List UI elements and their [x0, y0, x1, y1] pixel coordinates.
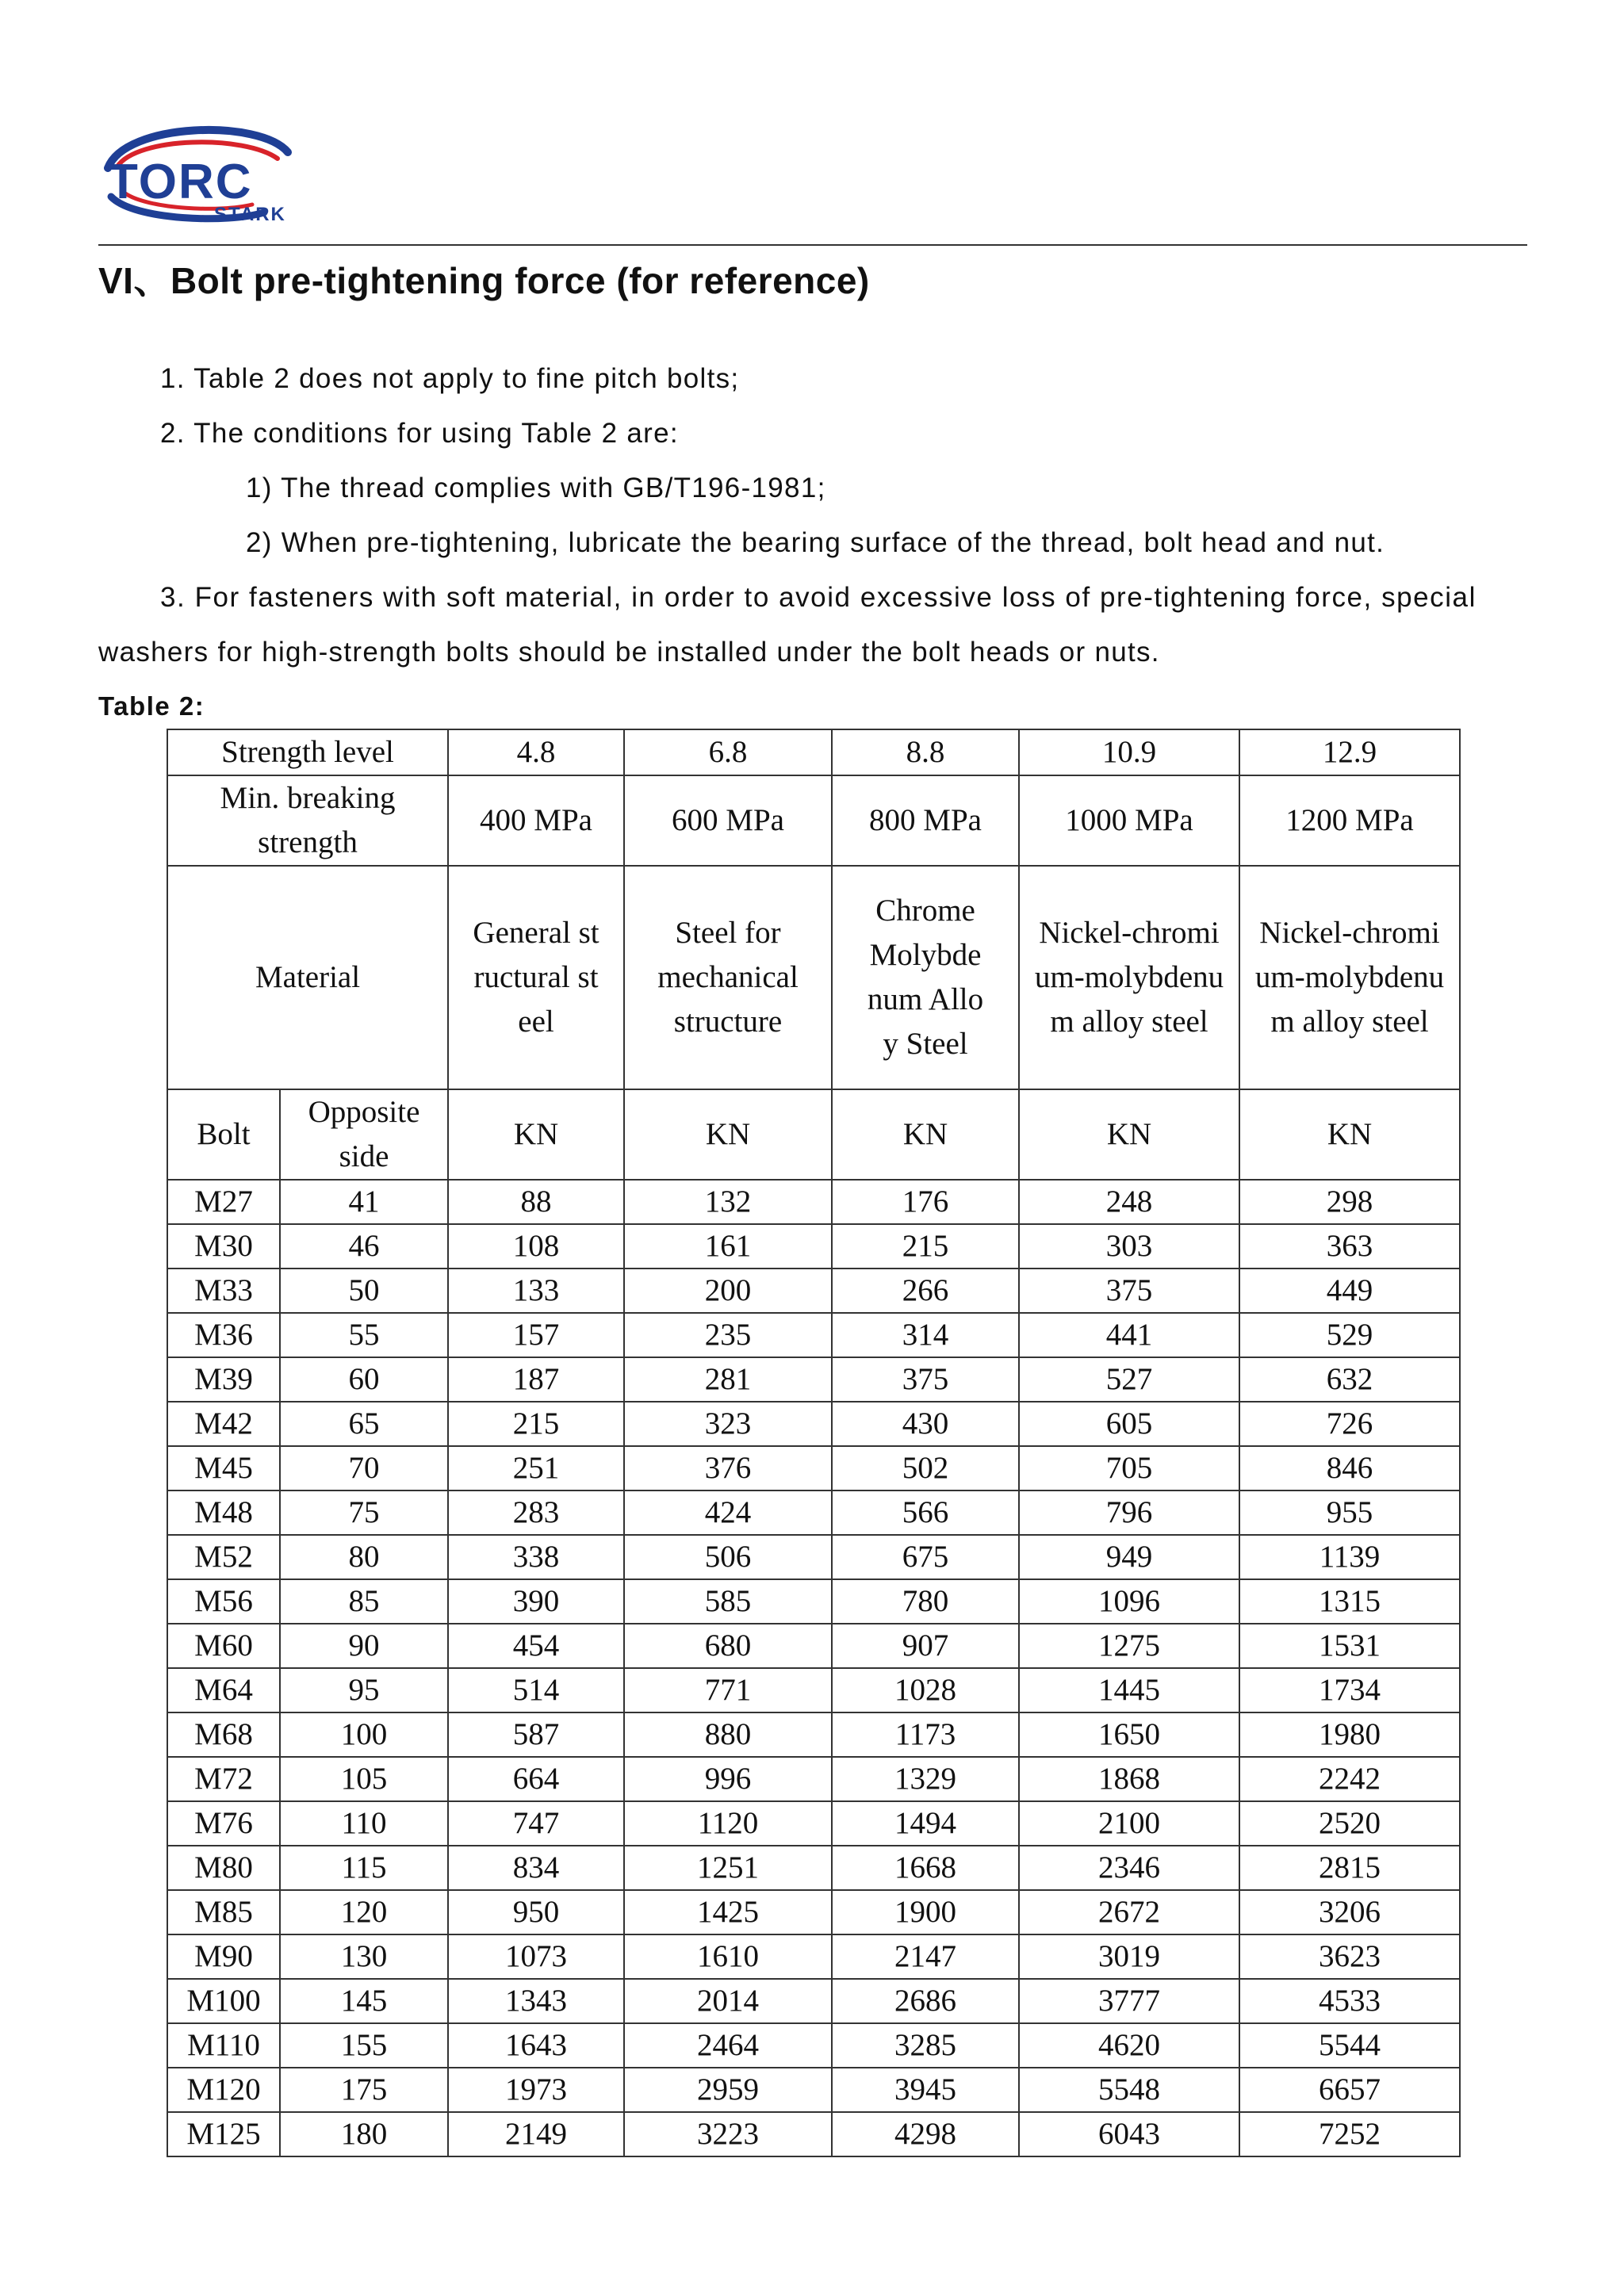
pretension-value-cell: 680 [624, 1624, 832, 1668]
strength-level-10-9: 10.9 [1019, 729, 1239, 775]
pretension-value-cell: 215 [448, 1402, 624, 1446]
opposite-side-cell: 145 [280, 1979, 448, 2023]
unit-header: KN [448, 1089, 624, 1180]
pretension-value-cell: 424 [624, 1490, 832, 1535]
breaking-strength-label: Min. breaking strength [167, 775, 448, 866]
breaking-strength-value: 400 MPa [448, 775, 624, 866]
pretension-value-cell: 996 [624, 1757, 832, 1801]
pretension-value-cell: 6043 [1019, 2112, 1239, 2156]
pretension-value-cell: 950 [448, 1890, 624, 1934]
table-row [167, 1846, 1460, 1890]
opposite-side-cell: 55 [280, 1313, 448, 1357]
pretension-value-cell: 281 [624, 1357, 832, 1402]
pretension-value-cell: 632 [1239, 1357, 1460, 1402]
pretension-value-cell: 675 [832, 1535, 1019, 1579]
pretension-value-cell: 1096 [1019, 1579, 1239, 1624]
pretension-value-cell: 161 [624, 1224, 832, 1269]
pretension-value-cell: 846 [1239, 1446, 1460, 1490]
bolt-size-cell: M120 [167, 2068, 280, 2112]
bolt-size-cell: M125 [167, 2112, 280, 2156]
pretension-value-cell: 363 [1239, 1224, 1460, 1269]
pretension-value-cell: 796 [1019, 1490, 1239, 1535]
table-row [167, 1668, 1460, 1712]
bolt-size-cell: M110 [167, 2023, 280, 2068]
pretension-value-cell: 303 [1019, 1224, 1239, 1269]
bolt-size-cell: M30 [167, 1224, 280, 1269]
opposite-side-cell: 100 [280, 1712, 448, 1757]
breaking-strength-row [167, 775, 1460, 866]
pretension-value-cell: 834 [448, 1846, 624, 1890]
pretension-value-cell: 506 [624, 1535, 832, 1579]
bolt-size-cell: M72 [167, 1757, 280, 1801]
table-row [167, 1224, 1460, 1269]
pretension-value-cell: 527 [1019, 1357, 1239, 1402]
bolt-size-cell: M60 [167, 1624, 280, 1668]
material-label: Material [167, 866, 448, 1089]
pretension-value-cell: 949 [1019, 1535, 1239, 1579]
opposite-side-cell: 85 [280, 1579, 448, 1624]
pretension-value-cell: 2100 [1019, 1801, 1239, 1846]
opposite-side-cell: 70 [280, 1446, 448, 1490]
pretension-value-cell: 1610 [624, 1934, 832, 1979]
pretension-value-cell: 1868 [1019, 1757, 1239, 1801]
pretension-value-cell: 2815 [1239, 1846, 1460, 1890]
bolt-size-cell: M68 [167, 1712, 280, 1757]
table-row [167, 1579, 1460, 1624]
material-row [167, 866, 1460, 1089]
pretension-value-cell: 1734 [1239, 1668, 1460, 1712]
breaking-strength-value: 1000 MPa [1019, 775, 1239, 866]
bolt-size-cell: M80 [167, 1846, 280, 1890]
pretension-value-cell: 375 [1019, 1269, 1239, 1313]
table-row [167, 2068, 1460, 2112]
pretension-value-cell: 88 [448, 1180, 624, 1224]
pretension-value-cell: 4298 [832, 2112, 1019, 2156]
pretension-value-cell: 454 [448, 1624, 624, 1668]
pretension-value-cell: 430 [832, 1402, 1019, 1446]
table-row [167, 1712, 1460, 1757]
pretension-value-cell: 2686 [832, 1979, 1019, 2023]
pretension-value-cell: 880 [624, 1712, 832, 1757]
table-row [167, 1490, 1460, 1535]
table-row [167, 1757, 1460, 1801]
note-2-sub-2: 2) When pre-tightening, lubricate the bearing surface of the thread, bolt head and nut. [246, 527, 1385, 558]
pretension-value-cell: 215 [832, 1224, 1019, 1269]
strength-level-8-8: 8.8 [832, 729, 1019, 775]
pretension-value-cell: 1425 [624, 1890, 832, 1934]
bolt-size-cell: M42 [167, 1402, 280, 1446]
opposite-side-cell: 65 [280, 1402, 448, 1446]
pretension-value-cell: 502 [832, 1446, 1019, 1490]
pretension-value-cell: 3206 [1239, 1890, 1460, 1934]
table-row [167, 1624, 1460, 1668]
opposite-side-cell: 115 [280, 1846, 448, 1890]
pretension-value-cell: 3623 [1239, 1934, 1460, 1979]
pretension-value-cell: 3945 [832, 2068, 1019, 2112]
strength-level-label: Strength level [167, 729, 448, 775]
pretension-value-cell: 1251 [624, 1846, 832, 1890]
opposite-side-cell: 90 [280, 1624, 448, 1668]
opposite-side-cell: 180 [280, 2112, 448, 2156]
bolt-size-cell: M36 [167, 1313, 280, 1357]
pretension-value-cell: 4620 [1019, 2023, 1239, 2068]
bolt-size-cell: M33 [167, 1269, 280, 1313]
opposite-side-cell: 155 [280, 2023, 448, 2068]
pretension-value-cell: 2520 [1239, 1801, 1460, 1846]
pretension-value-cell: 3019 [1019, 1934, 1239, 1979]
pretension-value-cell: 1980 [1239, 1712, 1460, 1757]
bolt-size-cell: M39 [167, 1357, 280, 1402]
pretension-value-cell: 664 [448, 1757, 624, 1801]
note-3: 3. For fasteners with soft material, in order to avoid excessive loss of pre-tightening force, special [160, 582, 1477, 613]
table-row [167, 2023, 1460, 2068]
pretension-value-cell: 3285 [832, 2023, 1019, 2068]
pretension-value-cell: 176 [832, 1180, 1019, 1224]
pretension-value-cell: 1275 [1019, 1624, 1239, 1668]
pretension-value-cell: 1494 [832, 1801, 1019, 1846]
opposite-side-cell: 50 [280, 1269, 448, 1313]
note-2: 2. The conditions for using Table 2 are: [160, 418, 679, 449]
pretension-value-cell: 2464 [624, 2023, 832, 2068]
table-label: Table 2: [98, 691, 205, 721]
pretension-value-cell: 3223 [624, 2112, 832, 2156]
opposite-side-cell: 80 [280, 1535, 448, 1579]
note-1: 1. Table 2 does not apply to fine pitch bolts; [160, 363, 740, 394]
strength-level-6-8: 6.8 [624, 729, 832, 775]
bolt-size-cell: M76 [167, 1801, 280, 1846]
pretension-value-cell: 1445 [1019, 1668, 1239, 1712]
bolt-size-cell: M85 [167, 1890, 280, 1934]
pretension-value-cell: 705 [1019, 1446, 1239, 1490]
pretension-value-cell: 955 [1239, 1490, 1460, 1535]
pretension-value-cell: 1343 [448, 1979, 624, 2023]
pretension-value-cell: 6657 [1239, 2068, 1460, 2112]
table-row [167, 1890, 1460, 1934]
pretension-value-cell: 376 [624, 1446, 832, 1490]
opposite-side-cell: 110 [280, 1801, 448, 1846]
pretension-value-cell: 1120 [624, 1801, 832, 1846]
pretension-value-cell: 251 [448, 1446, 624, 1490]
pretension-value-cell: 1650 [1019, 1712, 1239, 1757]
pretension-value-cell: 587 [448, 1712, 624, 1757]
logo-brand-bottom: STARK [214, 204, 286, 225]
bolt-size-cell: M27 [167, 1180, 280, 1224]
pretension-value-cell: 449 [1239, 1269, 1460, 1313]
pretension-value-cell: 780 [832, 1579, 1019, 1624]
pretension-value-cell: 1173 [832, 1712, 1019, 1757]
pretension-value-cell: 266 [832, 1269, 1019, 1313]
table-row [167, 1357, 1460, 1402]
pretension-value-cell: 566 [832, 1490, 1019, 1535]
pretension-value-cell: 235 [624, 1313, 832, 1357]
header-divider [98, 244, 1527, 246]
unit-header: KN [624, 1089, 832, 1180]
bolt-size-cell: M45 [167, 1446, 280, 1490]
pretension-value-cell: 3777 [1019, 1979, 1239, 2023]
table-row [167, 1180, 1460, 1224]
pretension-value-cell: 585 [624, 1579, 832, 1624]
unit-header: KN [1239, 1089, 1460, 1180]
breaking-strength-value: 600 MPa [624, 775, 832, 866]
material-value: Nickel-chromium-molybdenum alloy steel [1019, 866, 1239, 1089]
pretension-value-cell: 2672 [1019, 1890, 1239, 1934]
bolt-size-cell: M52 [167, 1535, 280, 1579]
pretension-value-cell: 1900 [832, 1890, 1019, 1934]
material-value: Steel for mechanical structure [624, 866, 832, 1089]
pretension-value-cell: 771 [624, 1668, 832, 1712]
breaking-strength-value: 1200 MPa [1239, 775, 1460, 866]
pretension-value-cell: 132 [624, 1180, 832, 1224]
pretension-value-cell: 314 [832, 1313, 1019, 1357]
breaking-strength-value: 800 MPa [832, 775, 1019, 866]
pretension-value-cell: 747 [448, 1801, 624, 1846]
pretension-value-cell: 7252 [1239, 2112, 1460, 2156]
material-value: General structural steel [448, 866, 624, 1089]
unit-row [167, 1089, 1460, 1180]
opposite-side-cell: 105 [280, 1757, 448, 1801]
pretension-value-cell: 1073 [448, 1934, 624, 1979]
pretension-value-cell: 514 [448, 1668, 624, 1712]
pretension-value-cell: 2147 [832, 1934, 1019, 1979]
pretension-value-cell: 1531 [1239, 1624, 1460, 1668]
opposite-side-header: Opposite side [280, 1089, 448, 1180]
pretension-value-cell: 1643 [448, 2023, 624, 2068]
table-row [167, 1313, 1460, 1357]
table-row [167, 1979, 1460, 2023]
pretension-value-cell: 1329 [832, 1757, 1019, 1801]
material-value: Nickel-chromium-molybdenum alloy steel [1239, 866, 1460, 1089]
pretension-value-cell: 2346 [1019, 1846, 1239, 1890]
logo-ring-icon [94, 119, 331, 230]
table-row [167, 1535, 1460, 1579]
note-3-cont: washers for high-strength bolts should be installed under the bolt heads or nuts. [98, 637, 1160, 668]
strength-level-row [167, 729, 1460, 775]
pretension-value-cell: 1315 [1239, 1579, 1460, 1624]
section-title: VI、Bolt pre-tightening force (for reference) [98, 260, 870, 301]
bolt-size-cell: M56 [167, 1579, 280, 1624]
opposite-side-cell: 120 [280, 1890, 448, 1934]
pretension-value-cell: 375 [832, 1357, 1019, 1402]
strength-level-12-9: 12.9 [1239, 729, 1460, 775]
opposite-side-cell: 175 [280, 2068, 448, 2112]
table-row [167, 1402, 1460, 1446]
pretension-value-cell: 907 [832, 1624, 1019, 1668]
unit-header: KN [832, 1089, 1019, 1180]
bolt-size-cell: M90 [167, 1934, 280, 1979]
table-row [167, 1801, 1460, 1846]
pretension-value-cell: 2014 [624, 1979, 832, 2023]
material-value: Chrome Molybdenum Alloy Steel [832, 866, 1019, 1089]
pretension-value-cell: 2959 [624, 2068, 832, 2112]
pretension-value-cell: 108 [448, 1224, 624, 1269]
pretension-value-cell: 1139 [1239, 1535, 1460, 1579]
opposite-side-cell: 95 [280, 1668, 448, 1712]
note-2-sub-1: 1) The thread complies with GB/T196-1981; [246, 473, 826, 503]
pretension-value-cell: 726 [1239, 1402, 1460, 1446]
bolt-pretension-table [167, 729, 1461, 2157]
table-row [167, 2112, 1460, 2156]
pretension-value-cell: 390 [448, 1579, 624, 1624]
pretension-value-cell: 1668 [832, 1846, 1019, 1890]
pretension-value-cell: 248 [1019, 1180, 1239, 1224]
pretension-value-cell: 283 [448, 1490, 624, 1535]
pretension-value-cell: 187 [448, 1357, 624, 1402]
opposite-side-cell: 41 [280, 1180, 448, 1224]
pretension-value-cell: 133 [448, 1269, 624, 1313]
opposite-side-cell: 60 [280, 1357, 448, 1402]
table-row [167, 1446, 1460, 1490]
opposite-side-cell: 130 [280, 1934, 448, 1979]
opposite-side-cell: 46 [280, 1224, 448, 1269]
bolt-header: Bolt [167, 1089, 280, 1180]
pretension-value-cell: 200 [624, 1269, 832, 1313]
unit-header: KN [1019, 1089, 1239, 1180]
pretension-value-cell: 529 [1239, 1313, 1460, 1357]
table-row [167, 1269, 1460, 1313]
pretension-value-cell: 323 [624, 1402, 832, 1446]
bolt-size-cell: M48 [167, 1490, 280, 1535]
pretension-value-cell: 605 [1019, 1402, 1239, 1446]
strength-level-4-8: 4.8 [448, 729, 624, 775]
pretension-value-cell: 5544 [1239, 2023, 1460, 2068]
pretension-value-cell: 2149 [448, 2112, 624, 2156]
pretension-value-cell: 298 [1239, 1180, 1460, 1224]
bolt-size-cell: M100 [167, 1979, 280, 2023]
torc-stark-logo [94, 119, 331, 230]
table-row [167, 1934, 1460, 1979]
pretension-value-cell: 1973 [448, 2068, 624, 2112]
pretension-value-cell: 4533 [1239, 1979, 1460, 2023]
bolt-size-cell: M64 [167, 1668, 280, 1712]
pretension-value-cell: 157 [448, 1313, 624, 1357]
pretension-value-cell: 338 [448, 1535, 624, 1579]
pretension-value-cell: 5548 [1019, 2068, 1239, 2112]
pretension-value-cell: 441 [1019, 1313, 1239, 1357]
opposite-side-cell: 75 [280, 1490, 448, 1535]
pretension-value-cell: 2242 [1239, 1757, 1460, 1801]
logo-brand-top: TORC [108, 155, 253, 209]
pretension-value-cell: 1028 [832, 1668, 1019, 1712]
